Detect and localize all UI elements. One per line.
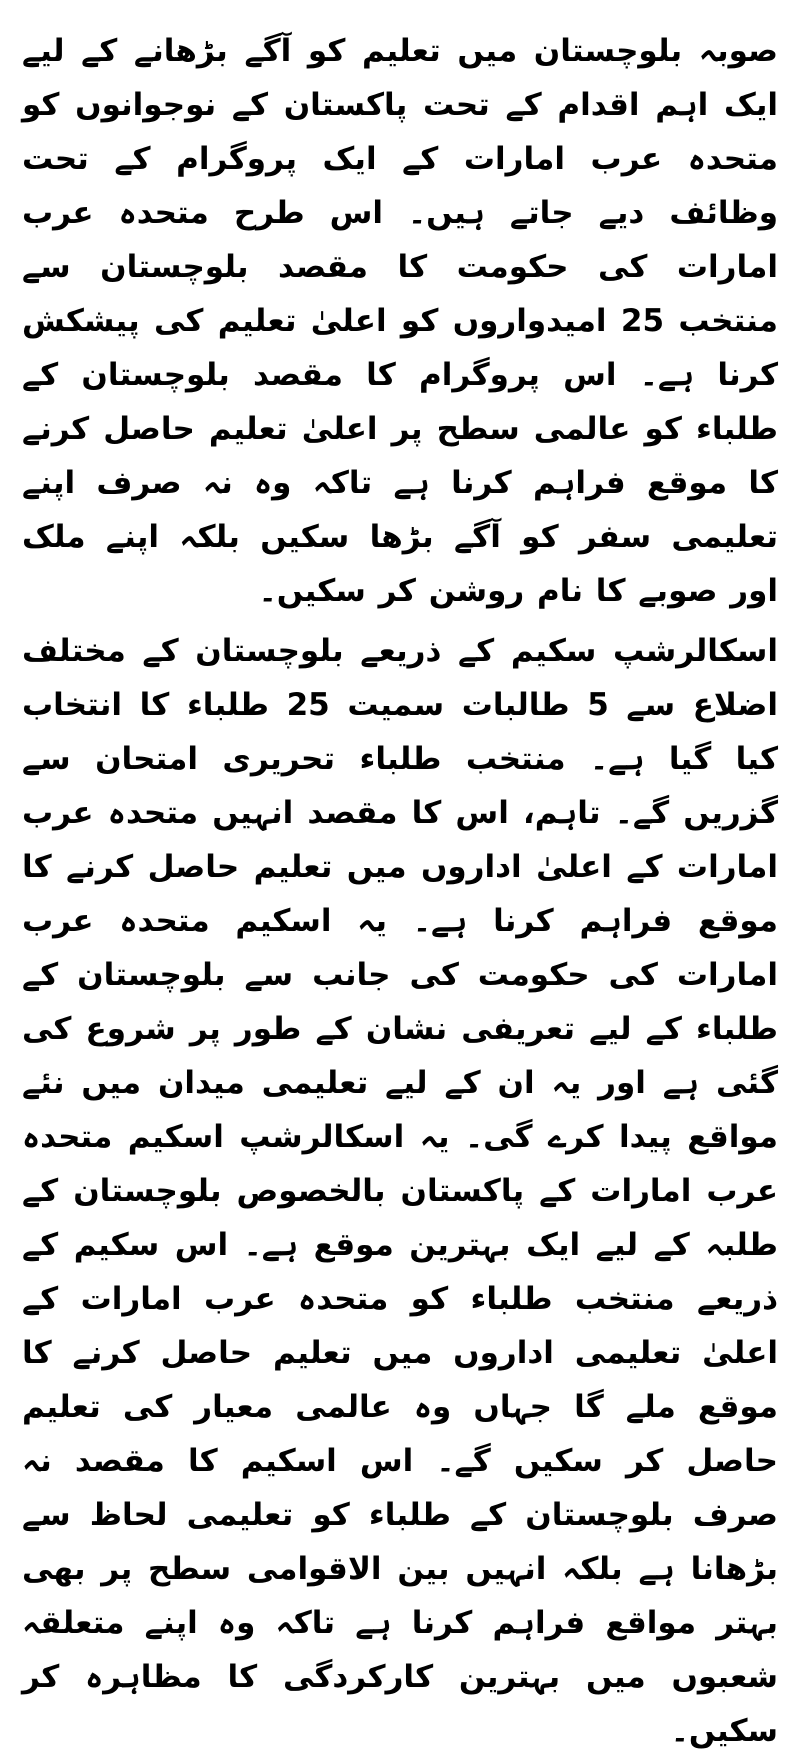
article-paragraph-2: اسکالرشپ سکیم کے ذریعے بلوچستان کے مختلف اضلاع سے 5 طالبات سمیت 25 طلباء کا انتخاب کیا گیا ہے۔ منتخب طلباء تحریری امتحان سے گزریں گے۔ تاہم، اس کا مقصد انہیں متحدہ عرب امارات کے اعلیٰ اداروں میں تعلیم حاصل کرنے کا موقع فراہم کرنا ہے۔ یہ اسکیم متحدہ عرب امارات کی حکومت کی جانب سے بلوچستان کے طلباء کے لیے تعریفی نشان کے طور پر شروع کی گئی ہے اور یہ ان کے لیے تعلیمی میدان میں نئے مواقع پیدا کرے گی۔ یہ اسکالرشپ اسکیم متحدہ عرب امارات کے پاکستان بالخصوص بلوچستان کے طلبہ کے لیے ایک بہترین موقع ہے۔ اس سکیم کے ذریعے منتخب طلباء کو متحدہ عرب امارات کے اعلیٰ تعلیمی اداروں میں تعلیم حاصل کرنے کا موقع ملے گا جہاں وہ عالمی معیار کی تعلیم حاصل کر سکیں گے۔ اس اسکیم کا مقصد نہ صرف بلوچستان کے طلباء کو تعلیمی لحاظ سے بڑھانا ہے بلکہ انہیں بین الاقوامی سطح پر بھی بہتر مواقع فراہم کرنا ہے تاکہ وہ اپنے متعلقہ شعبوں میں بہترین کارکردگی کا مظاہرہ کر سکیں۔ xyxy=(22,633,778,1749)
article-paragraph-1: صوبہ بلوچستان میں تعلیم کو آگے بڑھانے کے لیے ایک اہم اقدام کے تحت پاکستان کے نوجوانوں کو متحدہ عرب امارات کے ایک پروگرام کے تحت وظائف دیے جاتے ہیں۔ اس طرح متحدہ عرب امارات کی حکومت کا مقصد بلوچستان سے منتخب 25 امیدواروں کو اعلیٰ تعلیم کی پیشکش کرنا ہے۔ اس پروگرام کا مقصد بلوچستان کے طلباء کو عالمی سطح پر اعلیٰ تعلیم حاصل کرنے کا موقع فراہم کرنا ہے تاکہ وہ نہ صرف اپنے تعلیمی سفر کو آگے بڑھا سکیں بلکہ اپنے ملک اور صوبے کا نام روشن کر سکیں۔ xyxy=(22,33,778,609)
